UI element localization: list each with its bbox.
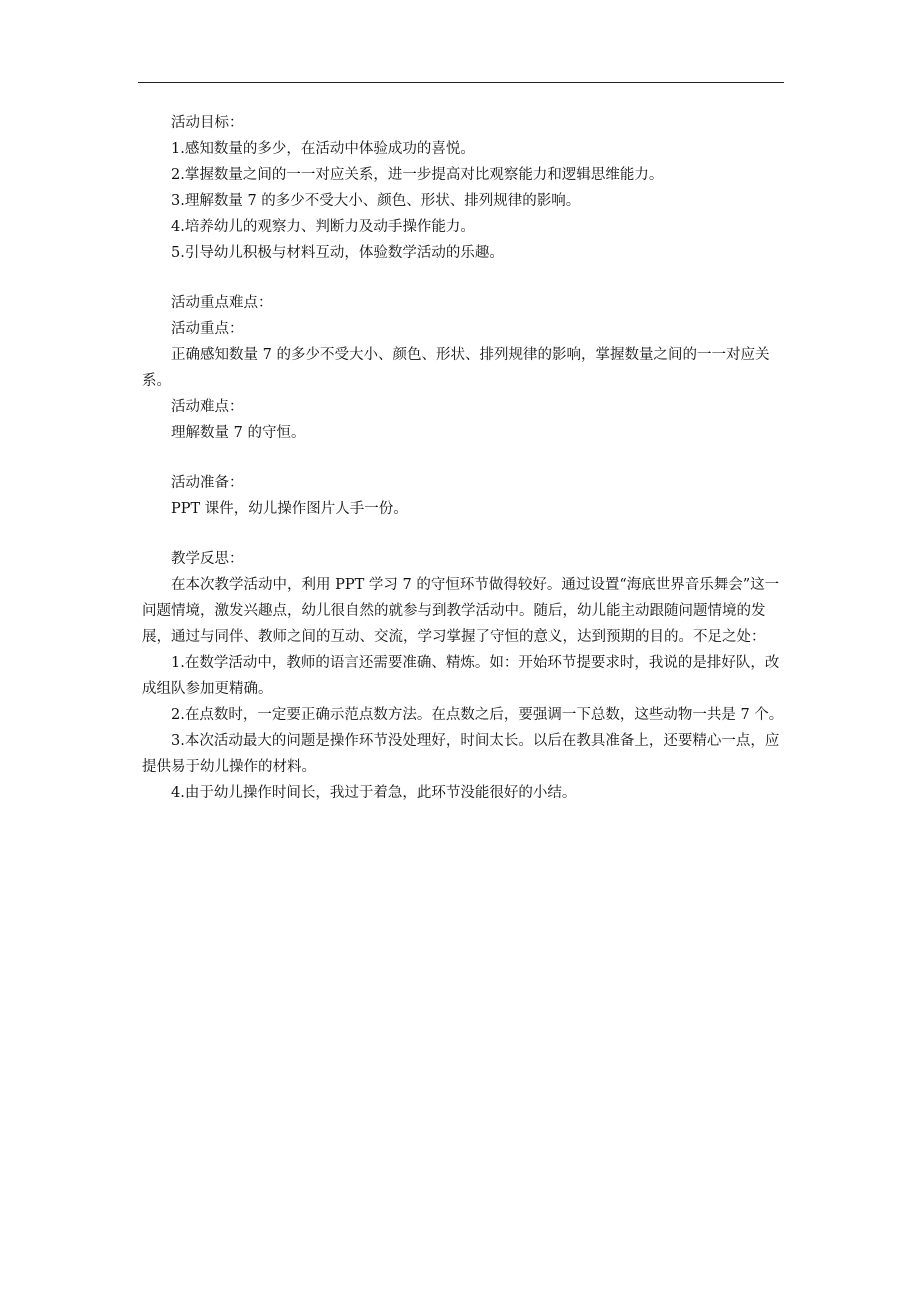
reflection-heading: 教学反思：: [171, 551, 244, 567]
goal-item: 3.理解数量 7 的多少不受大小、颜色、形状、排列规律的影响。: [171, 193, 581, 209]
goal-item: 4.培养幼儿的观察力、判断力及动手操作能力。: [171, 219, 475, 235]
difficulty-heading: 活动难点：: [171, 399, 244, 415]
goal-item: 1.感知数量的多少，在活动中体验成功的喜悦。: [171, 141, 475, 157]
reflection-item: 3.本次活动最大的问题是操作环节没处理好，时间太长。以后在教具准备上，还要精心一点，应提供易于幼儿操作的材料。: [142, 733, 780, 775]
reflection-section: [142, 546, 784, 806]
section-spacer: [142, 522, 784, 546]
reflection-item: 1.在数学活动中，教师的语言还需要准确、精炼。如：开始环节提要求时，我说的是排好队，改成组队参加更精确。: [142, 655, 780, 697]
goals-section: [142, 110, 784, 266]
header-rule: [138, 82, 784, 83]
preparation-section: [142, 470, 784, 522]
focus-text: 正确感知数量 7 的多少不受大小、颜色、形状、排列规律的影响，掌握数量之间的一一对应关系。: [142, 347, 770, 389]
key-points-heading: 活动重点难点：: [171, 295, 273, 311]
difficulty-text: 理解数量 7 的守恒。: [171, 425, 306, 441]
goals-heading: 活动目标：: [171, 115, 244, 131]
section-spacer: [142, 446, 784, 470]
preparation-heading: 活动准备：: [171, 475, 244, 491]
reflection-item: 4.由于幼儿操作时间长，我过于着急，此环节没能很好的小结。: [171, 785, 577, 801]
key-points-section: [142, 290, 784, 446]
reflection-intro: 在本次教学活动中，利用 PPT 学习 7 的守恒环节做得较好。通过设置“海底世界音乐舞会”这一问题情境，激发兴趣点，幼儿很自然的就参与到教学活动中。随后，幼儿能主动跟随问题情境的发展，通过与同伴、教师之间的互动、交流，学习掌握了守恒的意义，达到预期的目的。不足之处：: [142, 577, 780, 645]
goal-item: 5.引导幼儿积极与材料互动，体验数学活动的乐趣。: [171, 245, 504, 261]
section-spacer: [142, 266, 784, 290]
focus-heading: 活动重点：: [171, 321, 244, 337]
goal-item: 2.掌握数量之间的一一对应关系，进一步提高对比观察能力和逻辑思维能力。: [171, 167, 664, 183]
document-body: [142, 110, 784, 806]
reflection-item: 2.在点数时，一定要正确示范点数方法。在点数之后，要强调一下总数，这些动物一共是 7 个。: [171, 707, 784, 723]
preparation-text: PPT 课件，幼儿操作图片人手一份。: [171, 501, 408, 517]
